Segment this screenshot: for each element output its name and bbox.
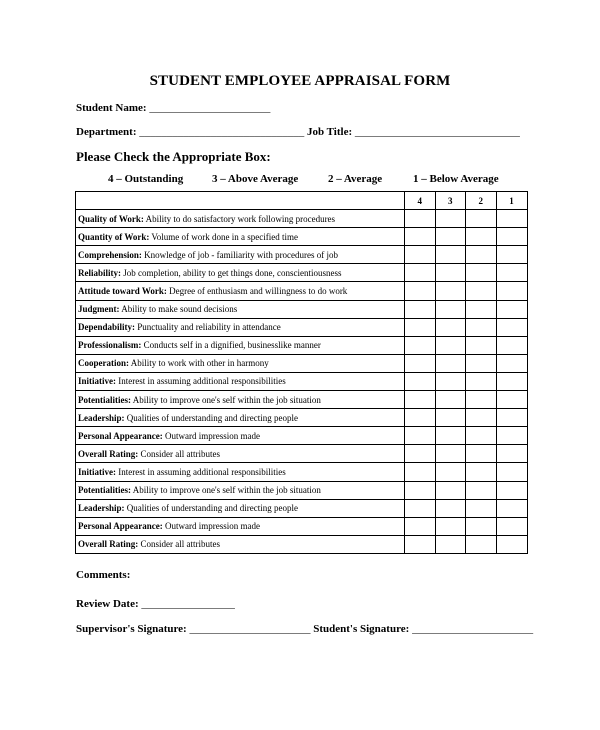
- criteria-description: Consider all attributes: [138, 448, 220, 459]
- criteria-description: Ability to improve one's self within the job situation: [131, 394, 321, 405]
- rating-box-3[interactable]: [435, 228, 466, 246]
- criteria-cell: [76, 445, 405, 463]
- criteria-name: Judgment:: [78, 304, 120, 315]
- review-date-row: [76, 598, 235, 610]
- rating-box-2[interactable]: [466, 372, 497, 390]
- rating-box-4[interactable]: [405, 427, 436, 445]
- rating-box-1[interactable]: [496, 391, 527, 409]
- rating-box-3[interactable]: [435, 372, 466, 390]
- criteria-description: Ability to make sound decisions: [119, 304, 238, 315]
- rating-box-1[interactable]: [496, 372, 527, 390]
- rating-box-3[interactable]: [435, 409, 466, 427]
- rating-box-3[interactable]: [435, 264, 466, 282]
- student-signature-field[interactable]: ______________________: [409, 623, 534, 635]
- rating-box-4[interactable]: [405, 318, 436, 336]
- rating-box-1[interactable]: [496, 517, 527, 535]
- criteria-row: [76, 354, 528, 372]
- criteria-name: Initiative:: [78, 466, 116, 477]
- rating-box-1[interactable]: [496, 264, 527, 282]
- rating-header-1: 1: [496, 192, 527, 210]
- criteria-row: [76, 445, 528, 463]
- rating-box-1[interactable]: [496, 228, 527, 246]
- rating-box-2[interactable]: [466, 535, 497, 553]
- criteria-row: [76, 463, 528, 481]
- criteria-row: [76, 517, 528, 535]
- criteria-row: [76, 391, 528, 409]
- rating-box-1[interactable]: [496, 499, 527, 517]
- rating-box-3[interactable]: [435, 499, 466, 517]
- rating-box-1[interactable]: [496, 336, 527, 354]
- criteria-name: Attitude toward Work:: [78, 286, 167, 297]
- rating-box-2[interactable]: [466, 282, 497, 300]
- criteria-name: Leadership:: [78, 412, 125, 423]
- rating-box-2[interactable]: [466, 463, 497, 481]
- legend-above-average: 3 – Above Average: [212, 173, 299, 185]
- rating-box-4[interactable]: [405, 300, 436, 318]
- criteria-cell: [76, 427, 405, 445]
- rating-box-4[interactable]: [405, 481, 436, 499]
- criteria-cell: [76, 391, 405, 409]
- rating-box-4[interactable]: [405, 282, 436, 300]
- criteria-row: [76, 300, 528, 318]
- criteria-cell: [76, 264, 405, 282]
- rating-box-2[interactable]: [466, 427, 497, 445]
- review-date-label: Review Date:: [76, 598, 139, 610]
- rating-header-2: 2: [466, 192, 497, 210]
- rating-box-3[interactable]: [435, 246, 466, 264]
- criteria-row: [76, 535, 528, 553]
- criteria-row: [76, 499, 528, 517]
- criteria-name: Overall Rating:: [78, 448, 139, 459]
- rating-box-2[interactable]: [466, 264, 497, 282]
- criteria-name: Reliability:: [78, 267, 121, 278]
- criteria-description: Ability to work with other in harmony: [129, 358, 269, 369]
- criteria-description: Punctuality and reliability in attendance: [135, 322, 281, 333]
- criteria-name: Overall Rating:: [78, 539, 139, 550]
- criteria-cell: [76, 463, 405, 481]
- criteria-row: [76, 228, 528, 246]
- student-name-label: Student Name:: [76, 102, 147, 114]
- rating-box-3[interactable]: [435, 300, 466, 318]
- supervisor-signature-label: Supervisor's Signature:: [76, 623, 187, 635]
- criteria-row: [76, 481, 528, 499]
- criteria-cell: [76, 354, 405, 372]
- rating-box-4[interactable]: [405, 517, 436, 535]
- criteria-cell: [76, 336, 405, 354]
- department-field[interactable]: ______________________________: [136, 126, 305, 138]
- rating-box-4[interactable]: [405, 228, 436, 246]
- rating-box-2[interactable]: [466, 228, 497, 246]
- criteria-description: Outward impression made: [162, 430, 260, 441]
- rating-box-1[interactable]: [496, 481, 527, 499]
- criteria-header-cell: [76, 192, 405, 210]
- criteria-cell: [76, 318, 405, 336]
- rating-box-1[interactable]: [496, 246, 527, 264]
- criteria-description: Job completion, ability to get things done, conscientiousness: [121, 267, 342, 278]
- criteria-cell: [76, 481, 405, 499]
- criteria-row: [76, 246, 528, 264]
- rating-box-3[interactable]: [435, 463, 466, 481]
- signature-row: [76, 623, 533, 635]
- rating-box-3[interactable]: [435, 282, 466, 300]
- rating-box-1[interactable]: [496, 409, 527, 427]
- legend-average: 2 – Average: [328, 173, 383, 185]
- rating-box-1[interactable]: [496, 354, 527, 372]
- rating-box-3[interactable]: [435, 354, 466, 372]
- criteria-name: Initiative:: [78, 376, 116, 387]
- rating-box-1[interactable]: [496, 300, 527, 318]
- criteria-description: Qualities of understanding and directing people: [124, 503, 298, 514]
- rating-box-4[interactable]: [405, 409, 436, 427]
- criteria-name: Quantity of Work:: [78, 231, 150, 242]
- criteria-description: Consider all attributes: [138, 539, 220, 550]
- criteria-name: Potentialities:: [78, 394, 131, 405]
- rating-box-1[interactable]: [496, 427, 527, 445]
- rating-box-2[interactable]: [466, 210, 497, 228]
- criteria-description: Volume of work done in a specified time: [149, 231, 298, 242]
- criteria-cell: [76, 228, 405, 246]
- job-title-label: Job Title:: [306, 126, 353, 138]
- rating-box-3[interactable]: [435, 445, 466, 463]
- student-name-row: [76, 102, 270, 114]
- rating-box-4[interactable]: [405, 445, 436, 463]
- rating-box-4[interactable]: [405, 210, 436, 228]
- criteria-description: Ability to improve one's self within the job situation: [131, 485, 321, 496]
- criteria-row: [76, 427, 528, 445]
- rating-box-2[interactable]: [466, 354, 497, 372]
- rating-box-4[interactable]: [405, 463, 436, 481]
- criteria-cell: [76, 535, 405, 553]
- rating-box-2[interactable]: [466, 499, 497, 517]
- criteria-cell: [76, 282, 405, 300]
- criteria-row: [76, 264, 528, 282]
- criteria-name: Quality of Work:: [78, 213, 144, 224]
- rating-box-2[interactable]: [466, 391, 497, 409]
- rating-box-1[interactable]: [496, 535, 527, 553]
- criteria-cell: [76, 210, 405, 228]
- rating-box-2[interactable]: [466, 300, 497, 318]
- criteria-name: Personal Appearance:: [78, 430, 163, 441]
- criteria-name: Potentialities:: [78, 485, 131, 496]
- rating-box-1[interactable]: [496, 463, 527, 481]
- criteria-name: Dependability:: [78, 322, 136, 333]
- rating-header-row: [76, 192, 528, 210]
- student-signature-label: Student's Signature:: [313, 623, 410, 635]
- rating-box-3[interactable]: [435, 210, 466, 228]
- criteria-cell: [76, 246, 405, 264]
- rating-box-2[interactable]: [466, 246, 497, 264]
- review-date-field[interactable]: _________________: [138, 598, 235, 610]
- criteria-description: Ability to do satisfactory work following procedures: [143, 213, 336, 224]
- rating-box-2[interactable]: [466, 445, 497, 463]
- rating-box-2[interactable]: [466, 409, 497, 427]
- criteria-name: Cooperation:: [78, 358, 129, 369]
- rating-box-3[interactable]: [435, 318, 466, 336]
- criteria-name: Personal Appearance:: [78, 521, 163, 532]
- rating-box-4[interactable]: [405, 264, 436, 282]
- rating-table: [75, 191, 528, 554]
- criteria-description: Interest in assuming additional responsibilities: [116, 376, 286, 387]
- criteria-row: [76, 336, 528, 354]
- instruction-text: Please Check the Appropriate Box:: [76, 149, 271, 164]
- comments-label: Comments:: [76, 569, 131, 581]
- rating-box-1[interactable]: [496, 282, 527, 300]
- rating-box-1[interactable]: [496, 210, 527, 228]
- criteria-row: [76, 318, 528, 336]
- rating-box-4[interactable]: [405, 372, 436, 390]
- rating-box-3[interactable]: [435, 336, 466, 354]
- student-name-field[interactable]: ______________________: [146, 102, 271, 114]
- rating-box-3[interactable]: [435, 391, 466, 409]
- criteria-cell: [76, 300, 405, 318]
- legend-below-average: 1 – Below Average: [413, 173, 499, 185]
- supervisor-signature-field[interactable]: ______________________: [186, 623, 311, 635]
- criteria-cell: [76, 372, 405, 390]
- rating-header-3: 3: [435, 192, 466, 210]
- rating-box-1[interactable]: [496, 445, 527, 463]
- criteria-description: Knowledge of job - familiarity with procedures of job: [141, 249, 339, 260]
- criteria-cell: [76, 517, 405, 535]
- criteria-cell: [76, 499, 405, 517]
- rating-box-1[interactable]: [496, 318, 527, 336]
- rating-box-3[interactable]: [435, 535, 466, 553]
- form-title: STUDENT EMPLOYEE APPRAISAL FORM: [149, 73, 451, 89]
- criteria-description: Conducts self in a dignified, businesslike manner: [141, 340, 321, 351]
- criteria-name: Leadership:: [78, 503, 125, 514]
- department-row: [76, 126, 520, 138]
- criteria-row: [76, 409, 528, 427]
- criteria-description: Outward impression made: [162, 521, 260, 532]
- criteria-name: Professionalism:: [78, 340, 142, 351]
- rating-box-2[interactable]: [466, 318, 497, 336]
- rating-box-3[interactable]: [435, 427, 466, 445]
- criteria-name: Comprehension:: [78, 249, 142, 260]
- criteria-description: Qualities of understanding and directing people: [124, 412, 298, 423]
- rating-box-4[interactable]: [405, 391, 436, 409]
- rating-box-4[interactable]: [405, 499, 436, 517]
- criteria-row: [76, 210, 528, 228]
- job-title-field[interactable]: ______________________________: [352, 126, 520, 138]
- rating-box-4[interactable]: [405, 246, 436, 264]
- criteria-row: [76, 372, 528, 390]
- criteria-row: [76, 282, 528, 300]
- department-label: Department:: [76, 126, 137, 138]
- criteria-cell: [76, 409, 405, 427]
- rating-box-4[interactable]: [405, 336, 436, 354]
- rating-box-4[interactable]: [405, 354, 436, 372]
- criteria-description: Interest in assuming additional responsibilities: [116, 466, 286, 477]
- rating-box-4[interactable]: [405, 535, 436, 553]
- legend-outstanding: 4 – Outstanding: [108, 173, 184, 185]
- rating-header-4: 4: [405, 192, 436, 210]
- rating-box-2[interactable]: [466, 481, 497, 499]
- criteria-description: Degree of enthusiasm and willingness to do work: [166, 286, 348, 297]
- rating-box-3[interactable]: [435, 481, 466, 499]
- rating-box-2[interactable]: [466, 336, 497, 354]
- rating-box-3[interactable]: [435, 517, 466, 535]
- rating-box-2[interactable]: [466, 517, 497, 535]
